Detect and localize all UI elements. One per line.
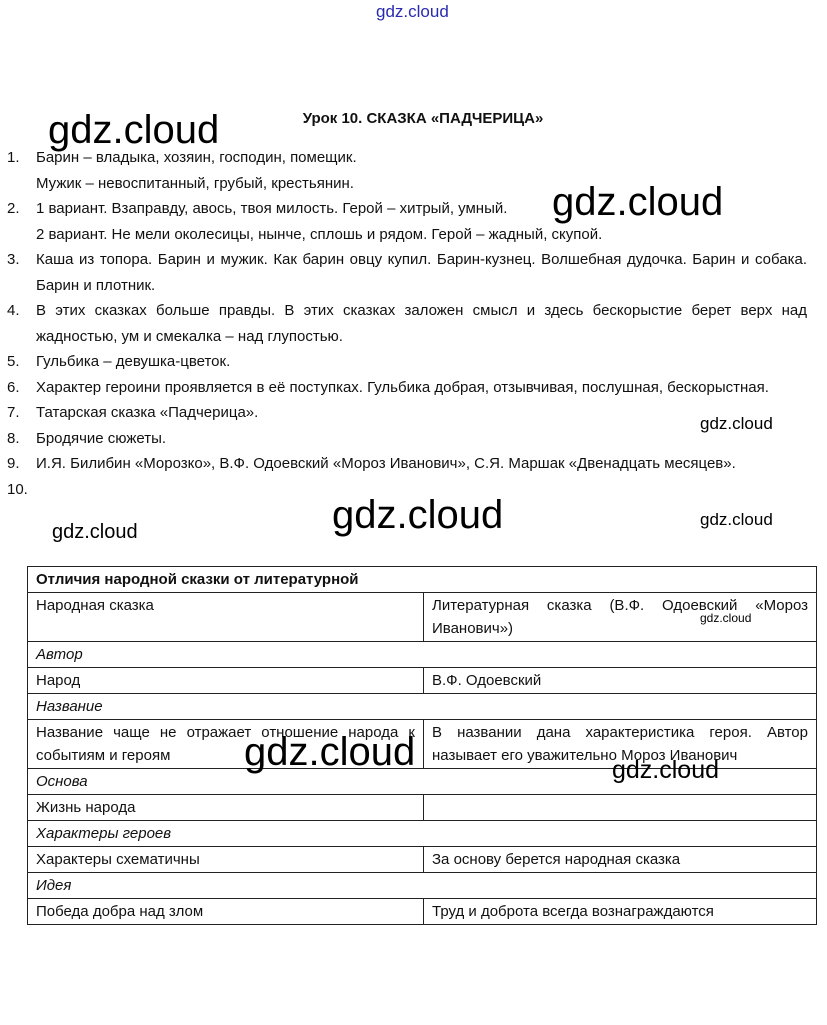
watermark: gdz.cloud: [612, 756, 720, 784]
cell-left: Народ: [28, 668, 424, 694]
comparison-table: [27, 566, 817, 925]
item-text: Характер героини проявляется в её поступках. Гульбика добрая, отзывчивая, послушная, бескорыстная.: [36, 378, 769, 396]
section-heading: Автор: [28, 642, 817, 668]
cell-right: За основу берется народная сказка: [424, 847, 817, 873]
cell-right: [424, 795, 817, 821]
item-number: 6.: [7, 378, 20, 396]
cell-left: Характеры схематичны: [28, 847, 424, 873]
list-item: [7, 375, 807, 401]
item-number: 4.: [7, 302, 20, 319]
cell-right: В.Ф. Одоевский: [424, 668, 817, 694]
section-heading: Характеры героев: [28, 821, 817, 847]
section-heading: Основа: [28, 769, 817, 795]
cell-left: Жизнь народа: [28, 795, 424, 821]
item-text: 1 вариант. Взаправду, авось, твоя милость. Герой – хитрый, умный. 2 вариант. Не мели околесицы, нынче, сплошь и рядом. Герой – жадный, скупой.: [36, 200, 603, 243]
section-row: [28, 694, 817, 720]
table-row: [28, 847, 817, 873]
item-text: Каша из топора. Барин и мужик. Как барин овцу купил. Барин-кузнец. Волшебная дудочка. Барин и собака. Барин и плотник.: [36, 251, 807, 294]
table-header: Отличия народной сказки от литературной: [28, 567, 817, 593]
list-item: [7, 349, 807, 375]
lesson-title: Урок 10. СКАЗКА «ПАДЧЕРИЦА»: [302, 110, 544, 127]
item-number: 10.: [7, 480, 28, 498]
item-text: Татарская сказка «Падчерица».: [36, 404, 259, 421]
list-item: [7, 426, 807, 452]
item-text: Гульбика – девушка-цветок.: [36, 353, 231, 370]
table-row: [28, 593, 817, 642]
table-row: [28, 795, 817, 821]
table-row: [28, 899, 817, 925]
cell-right: Труд и доброта всегда вознаграждаются: [424, 899, 817, 925]
list-item: [7, 247, 807, 298]
item-number: 1.: [7, 149, 20, 166]
watermark: gdz.cloud: [244, 730, 416, 774]
watermark-top: gdz.cloud: [376, 2, 449, 21]
list-item: [7, 298, 807, 349]
cell-left: Победа добра над злом: [28, 899, 424, 925]
list-item: [7, 400, 807, 426]
watermark: gdz.cloud: [552, 180, 724, 224]
column-left-heading: Народная сказка: [28, 593, 424, 642]
item-number: 2.: [7, 200, 20, 217]
watermark: gdz.cloud: [700, 510, 773, 529]
column-right-heading: Литературная сказка (В.Ф. Одоевский «Мороз Иванович»): [424, 593, 817, 642]
list-item: [7, 451, 807, 477]
section-heading: Название: [28, 694, 817, 720]
section-heading: Идея: [28, 873, 817, 899]
cell-left: Название чаще не отражает отношение народа к событиям и героям: [28, 720, 424, 769]
table-row: [28, 668, 817, 694]
cell-right: В названии дана характеристика героя. Автор называет его уважительно Мороз Иванович: [424, 720, 817, 769]
item-number: 8.: [7, 429, 20, 447]
watermark: gdz.cloud: [700, 611, 752, 625]
item-number: 5.: [7, 353, 20, 370]
item-text: Барин – владыка, хозяин, господин, помещик. Мужик – невоспитанный, грубый, крестьянин.: [36, 149, 357, 192]
watermark: gdz.cloud: [332, 493, 504, 537]
item-number: 9.: [7, 455, 20, 472]
item-number: 7.: [7, 404, 20, 421]
item-text: Бродячие сюжеты.: [36, 429, 167, 447]
section-row: [28, 873, 817, 899]
section-row: [28, 821, 817, 847]
section-row: [28, 642, 817, 668]
item-number: 3.: [7, 251, 20, 268]
item-text: В этих сказках больше правды. В этих сказках заложен смысл и здесь бескорыстие берет верх над жадностью, ум и смекалка – над глупостью.: [36, 302, 807, 345]
table-header-row: [28, 567, 817, 593]
watermark: gdz.cloud: [700, 414, 773, 433]
watermark: gdz.cloud: [52, 521, 138, 543]
watermark: gdz.cloud: [48, 108, 220, 152]
item-text: И.Я. Билибин «Морозко», В.Ф. Одоевский «Мороз Иванович», С.Я. Маршак «Двенадцать месяцев».: [36, 455, 736, 472]
